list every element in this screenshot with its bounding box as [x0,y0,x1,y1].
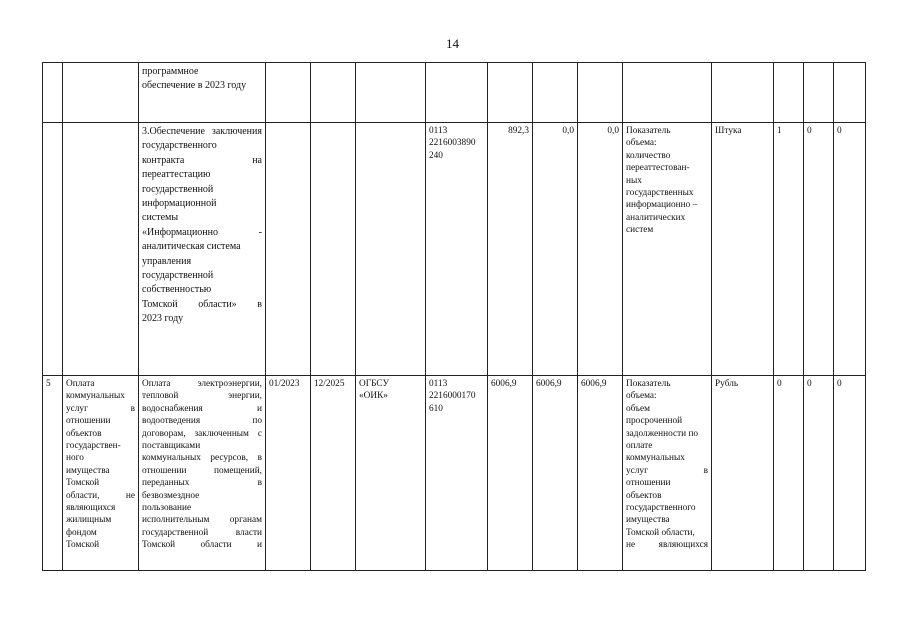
budget-code-line: 0113 [429,126,448,136]
event-name-cell [63,63,139,123]
executor-line: «ОИК» [359,391,388,402]
event-name-cell [63,376,139,571]
event-name-line: ного [66,453,84,464]
measure-description-line: переаттестацию [142,169,211,181]
unit-line: Рубль [715,379,739,389]
amount-2024-line: 0,0 [562,126,574,136]
measure-description-line: Оплата электроэнергии, [142,379,262,389]
page-number: 14 [446,36,459,51]
measure-description-line: аналитическая система [142,241,241,253]
event-name-line: имущества [66,465,110,476]
indicator-name-cell [623,123,712,376]
event-name-line: являющихся [66,503,116,514]
indicator-name-line: переаттестован- [626,163,690,174]
indicator-name-line: Показатель [626,126,671,136]
indicator-name-line: количество [626,150,671,161]
executor-cell [356,63,426,123]
row-number-cell [43,123,63,376]
event-name-line: Томской [66,540,100,551]
amount-2023-cell [488,123,533,376]
amount-2024-cell [533,63,578,123]
executor-line: ОГБСУ [359,379,390,389]
value-2025-line: 0 [837,126,842,136]
end-date-line: 12/2025 [314,379,345,389]
unit-cell [712,376,774,571]
measure-description-line: водоотведения по [142,416,262,427]
program-table [42,62,866,571]
amount-2023-cell [488,376,533,571]
start-date-cell [266,376,311,571]
measure-description-line: информационной [142,198,217,210]
measure-description-line: обеспечение в 2023 году [142,80,247,92]
end-date-cell [311,376,356,571]
indicator-name-line: Томской области, [626,527,695,538]
row-number-cell [43,63,63,123]
indicator-name-line: государственного [626,503,696,514]
measure-description-line: Томской области» в [142,298,262,310]
indicator-name-line: имущества [626,515,670,526]
measure-description-line: собственностью [142,284,212,296]
budget-code-line: 610 [429,403,443,414]
amount-2023-line: 6006,9 [491,379,517,389]
indicator-name-line: не являющихся [626,540,708,551]
measure-description-cell [139,376,266,571]
event-name-line: фондом [66,527,97,538]
measure-description-line: 3.Обеспечение заключения [142,126,262,137]
indicator-name-line: ных [626,175,642,186]
measure-description-line: безвозмездное [142,490,200,501]
value-2025-cell [834,63,866,123]
value-2023-cell [774,123,804,376]
amount-2025-cell [578,123,623,376]
row-number-line: 5 [46,379,51,389]
budget-code-line: 240 [429,150,443,161]
end-date-cell [311,63,356,123]
amount-2025-cell [578,376,623,571]
start-date-line: 01/2023 [269,379,300,389]
indicator-name-line: объема: [626,391,657,402]
measure-description-line: договорам, заключенным с [142,428,262,439]
amount-2023-line: 892,3 [508,126,529,136]
event-name-line: объектов [66,428,102,439]
measure-description-line: коммунальных ресурсов, в [142,453,262,464]
executor-cell [356,376,426,571]
budget-code-cell [426,123,488,376]
event-name-line: государствен- [66,441,121,452]
measure-description-line: поставщиками [142,441,201,452]
indicator-name-line: объем [626,403,650,414]
end-date-cell [311,123,356,376]
event-name-line: услуг в [66,403,135,414]
measure-description-line: программное [142,66,199,77]
value-2024-cell [804,376,834,571]
table-row [43,123,866,376]
unit-line: Штука [715,126,742,136]
amount-2025-line: 0,0 [607,126,619,136]
measure-description-line: государственного [142,140,217,152]
indicator-name-line: отношении [626,478,671,489]
value-2023-line: 1 [777,126,782,136]
indicator-name-line: объема: [626,138,657,149]
value-2025-cell [834,123,866,376]
measure-description-line: тепловой энергии, [142,391,262,402]
value-2024-line: 0 [807,379,812,389]
value-2024-cell [804,123,834,376]
event-name-line: области, не [66,490,135,501]
indicator-name-line: задолженности по [626,428,699,439]
measure-description-line: государственной власти [142,527,262,538]
value-2023-cell [774,376,804,571]
table-body [43,63,866,571]
indicator-name-line: систем [626,225,654,236]
value-2023-line: 0 [777,379,782,389]
indicator-name-line: просроченной [626,416,683,427]
unit-cell [712,63,774,123]
start-date-cell [266,123,311,376]
amount-2024-cell [533,376,578,571]
event-name-line: Оплата [66,379,95,389]
event-name-line: жилищным [66,515,112,526]
indicator-name-line: оплате [626,441,653,452]
budget-code-line: 2216000170 [429,391,476,402]
amount-2025-cell [578,63,623,123]
executor-cell [356,123,426,376]
measure-description-line: Томской области и [142,540,262,551]
value-2025-line: 0 [837,379,842,389]
event-name-line: коммунальных [66,391,125,402]
row-number-cell [43,376,63,571]
measure-description-cell [139,63,266,123]
budget-code-line: 0113 [429,379,448,389]
amount-2024-line: 6006,9 [536,379,562,389]
start-date-cell [266,63,311,123]
measure-description-line: переданных в [142,478,262,489]
value-2024-line: 0 [807,126,812,136]
amount-2025-line: 6006,9 [581,379,607,389]
value-2023-cell [774,63,804,123]
indicator-name-line: информационно – [626,200,698,211]
table-row [43,63,866,123]
indicator-name-line: государственных [626,188,694,199]
indicator-name-line: аналитических [626,212,686,223]
value-2025-cell [834,376,866,571]
measure-description-line: системы [142,212,179,224]
measure-description-line: «Информационно - [142,226,262,238]
amount-2023-cell [488,63,533,123]
table-row [43,376,866,571]
indicator-name-line: Показатель [626,379,671,389]
measure-description-line: отношении помещений, [142,465,262,476]
measure-description-line: государственной [142,270,214,282]
unit-cell [712,123,774,376]
indicator-name-line: коммунальных [626,453,685,464]
indicator-name-cell [623,376,712,571]
budget-code-line: 2216003890 [429,138,476,149]
amount-2024-cell [533,123,578,376]
measure-description-line: исполнительным органам [142,515,262,526]
measure-description-line: пользование [142,503,192,514]
measure-description-line: водоснабжения и [142,403,262,414]
measure-description-line: контракта на [142,154,262,166]
measure-description-line: государственной [142,183,214,195]
value-2024-cell [804,63,834,123]
event-name-line: отношении [66,416,111,427]
indicator-name-line: объектов [626,490,662,501]
indicator-name-cell [623,63,712,123]
budget-code-cell [426,376,488,571]
event-name-line: Томской [66,478,100,489]
budget-code-cell [426,63,488,123]
measure-description-cell [139,123,266,376]
measure-description-line: управления [142,255,192,267]
event-name-cell [63,123,139,376]
indicator-name-line: услуг в [626,465,708,476]
measure-description-line: 2023 году [142,313,184,325]
